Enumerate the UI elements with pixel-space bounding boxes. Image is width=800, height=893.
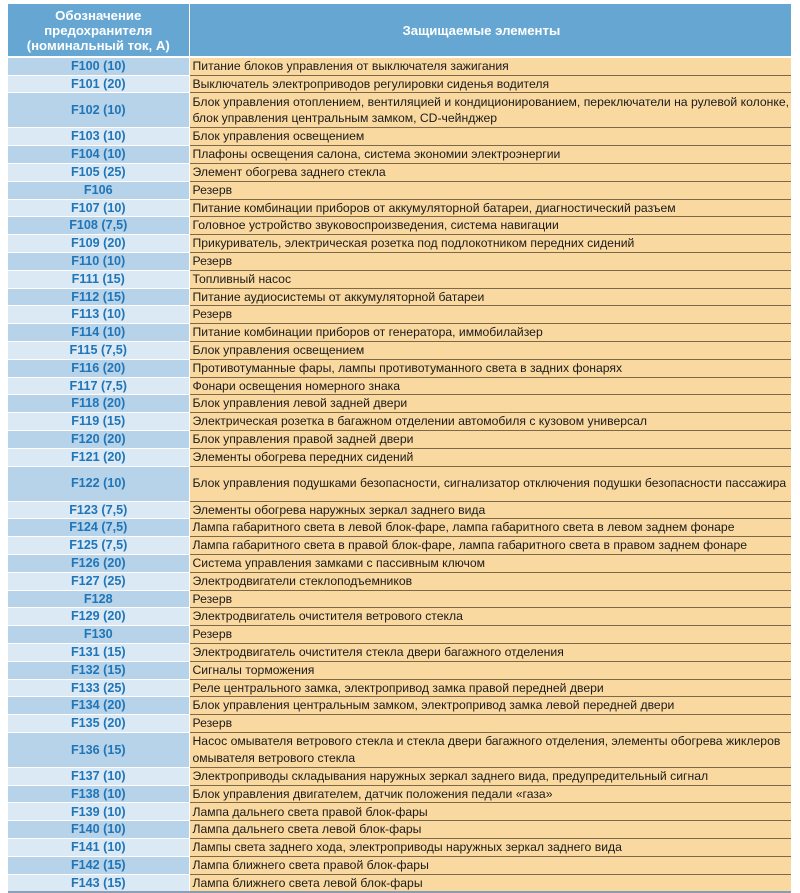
protected-elements: Выключатель электроприводов регулировки сиденья водителя — [189, 75, 791, 93]
protected-elements: Насос омывателя ветрового стекла и стекла двери багажного отделения, элементы обогрева жиклеров омывателя ветрового стекла — [189, 732, 791, 767]
table-row — [8, 235, 791, 253]
fuse-code: F143 (15) — [8, 874, 189, 892]
fuse-code: F133 (25) — [8, 679, 189, 697]
protected-elements: Система управления замками с пассивным ключом — [189, 554, 791, 572]
table-row — [8, 93, 791, 128]
table-row — [8, 57, 791, 75]
fuse-code: F107 (10) — [8, 199, 189, 217]
table-row — [8, 767, 791, 785]
fuse-code: F101 (20) — [8, 75, 189, 93]
fuse-code: F103 (10) — [8, 128, 189, 146]
table-body — [8, 57, 791, 892]
protected-elements: Сигналы торможения — [189, 661, 791, 679]
fuse-code: F110 (10) — [8, 252, 189, 270]
protected-elements: Резерв — [189, 306, 791, 324]
fuse-code: F100 (10) — [8, 57, 189, 75]
protected-elements: Элемент обогрева заднего стекла — [189, 163, 791, 181]
protected-elements: Плафоны освещения салона, система экономии электроэнергии — [189, 146, 791, 164]
table-row — [8, 377, 791, 395]
table-row — [8, 661, 791, 679]
table-row — [8, 199, 791, 217]
protected-elements: Резерв — [189, 252, 791, 270]
protected-elements: Блок управления левой задней двери — [189, 395, 791, 413]
protected-elements: Электроприводы складывания наружных зеркал заднего вида, предупредительный сигнал — [189, 767, 791, 785]
table-row — [8, 163, 791, 181]
table-row — [8, 146, 791, 164]
protected-elements: Блок управления подушками безопасности, сигнализатор отключения подушки безопасности пассажира — [189, 466, 791, 501]
table-row — [8, 181, 791, 199]
fuse-code: F130 — [8, 626, 189, 644]
protected-elements: Резерв — [189, 626, 791, 644]
fuse-code: F137 (10) — [8, 767, 189, 785]
table-row — [8, 75, 791, 93]
fuse-code: F140 (10) — [8, 821, 189, 839]
fuse-code: F123 (7,5) — [8, 501, 189, 519]
protected-elements: Лампа ближнего света левой блок-фары — [189, 874, 791, 892]
fuse-code: F132 (15) — [8, 661, 189, 679]
protected-elements: Лампа дальнего света правой блок-фары — [189, 803, 791, 821]
protected-elements: Элементы обогрева наружных зеркал заднего вида — [189, 501, 791, 519]
protected-elements: Лампа габаритного света в правой блок-фаре, лампа габаритного света в правом заднем фонаре — [189, 537, 791, 555]
table-row — [8, 803, 791, 821]
fuse-code: F114 (10) — [8, 324, 189, 342]
table-row — [8, 359, 791, 377]
protected-elements: Резерв — [189, 181, 791, 199]
table-row — [8, 874, 791, 892]
protected-elements: Фонари освещения номерного знака — [189, 377, 791, 395]
protected-elements: Электродвигатель очистителя стекла двери багажного отделения — [189, 643, 791, 661]
table-header-row — [8, 4, 791, 57]
fuse-code: F119 (15) — [8, 413, 189, 431]
table-row — [8, 288, 791, 306]
fuse-code: F109 (20) — [8, 235, 189, 253]
header-col1-line: предохранителя — [44, 22, 153, 38]
table-row — [8, 715, 791, 733]
table-row — [8, 590, 791, 608]
table-row — [8, 572, 791, 590]
table-row — [8, 697, 791, 715]
fuse-code: F113 (10) — [8, 306, 189, 324]
protected-elements: Питание комбинации приборов от генератора, иммобилайзер — [189, 324, 791, 342]
protected-elements: Электродвигатель очистителя ветрового стекла — [189, 608, 791, 626]
protected-elements: Блок управления правой задней двери — [189, 430, 791, 448]
fuse-code: F126 (20) — [8, 554, 189, 572]
fuse-code: F117 (7,5) — [8, 377, 189, 395]
fuse-code: F135 (20) — [8, 715, 189, 733]
table-row — [8, 732, 791, 767]
fuse-code: F142 (15) — [8, 856, 189, 874]
fuse-code: F129 (20) — [8, 608, 189, 626]
fuse-code: F122 (10) — [8, 466, 189, 501]
protected-elements: Реле центрального замка, электропривод замка правой передней двери — [189, 679, 791, 697]
protected-elements: Блок управления центральным замком, электропривод замка левой передней двери — [189, 697, 791, 715]
table-row — [8, 554, 791, 572]
protected-elements: Электродвигатели стеклоподъемников — [189, 572, 791, 590]
fuse-code: F136 (15) — [8, 732, 189, 767]
protected-elements: Питание комбинации приборов от аккумуляторной батареи, диагностический разъем — [189, 199, 791, 217]
table-row — [8, 519, 791, 537]
protected-elements: Резерв — [189, 590, 791, 608]
fuse-code: F128 — [8, 590, 189, 608]
table-row — [8, 537, 791, 555]
table-row — [8, 626, 791, 644]
table-row — [8, 341, 791, 359]
header-fuse-designation — [8, 4, 189, 57]
table-row — [8, 413, 791, 431]
table-row — [8, 448, 791, 466]
protected-elements: Топливный насос — [189, 270, 791, 288]
fuse-code: F115 (7,5) — [8, 341, 189, 359]
table-row — [8, 608, 791, 626]
fuse-code: F139 (10) — [8, 803, 189, 821]
protected-elements: Блок управления отоплением, вентиляцией и кондиционированием, переключатели на рулевой колонке, блок управления центральным замком, CD-чейнджер — [189, 93, 791, 128]
fuse-code: F118 (20) — [8, 395, 189, 413]
table-row — [8, 252, 791, 270]
protected-elements: Прикуриватель, электрическая розетка под подлокотником передних сидений — [189, 235, 791, 253]
protected-elements: Противотуманные фары, лампы противотуманного света в задних фонарях — [189, 359, 791, 377]
table-row — [8, 785, 791, 803]
table-row — [8, 306, 791, 324]
protected-elements: Блок управления освещением — [189, 128, 791, 146]
protected-elements: Лампа дальнего света левой блок-фары — [189, 821, 791, 839]
fuse-code: F131 (15) — [8, 643, 189, 661]
table-row — [8, 821, 791, 839]
fuse-table — [8, 4, 791, 893]
protected-elements: Блок управления освещением — [189, 341, 791, 359]
fuse-code: F124 (7,5) — [8, 519, 189, 537]
protected-elements: Лампы света заднего хода, электроприводы наружных зеркал заднего вида — [189, 839, 791, 857]
table-row — [8, 501, 791, 519]
protected-elements: Лампа ближнего света правой блок-фары — [189, 856, 791, 874]
table-row — [8, 643, 791, 661]
protected-elements: Электрическая розетка в багажном отделении автомобиля с кузовом универсал — [189, 413, 791, 431]
table-row — [8, 324, 791, 342]
fuse-code: F108 (7,5) — [8, 217, 189, 235]
header-col1-line: Обозначение — [55, 7, 142, 23]
fuse-code: F134 (20) — [8, 697, 189, 715]
fuse-code: F104 (10) — [8, 146, 189, 164]
fuse-code: F120 (20) — [8, 430, 189, 448]
table-row — [8, 395, 791, 413]
fuse-code: F102 (10) — [8, 93, 189, 128]
fuse-code: F121 (20) — [8, 448, 189, 466]
fuse-code: F141 (10) — [8, 839, 189, 857]
protected-elements: Блок управления двигателем, датчик положения педали «газа» — [189, 785, 791, 803]
table-row — [8, 128, 791, 146]
protected-elements: Головное устройство звуковоспроизведения, система навигации — [189, 217, 791, 235]
protected-elements: Питание аудиосистемы от аккумуляторной батареи — [189, 288, 791, 306]
table-row — [8, 679, 791, 697]
fuse-code: F116 (20) — [8, 359, 189, 377]
protected-elements: Питание блоков управления от выключателя зажигания — [189, 57, 791, 75]
fuse-code: F105 (25) — [8, 163, 189, 181]
fuse-code: F112 (15) — [8, 288, 189, 306]
table-row — [8, 856, 791, 874]
table-row — [8, 839, 791, 857]
table-row — [8, 270, 791, 288]
table-row — [8, 430, 791, 448]
protected-elements: Лампа габаритного света в левой блок-фаре, лампа габаритного света в левом заднем фонаре — [189, 519, 791, 537]
fuse-code: F111 (15) — [8, 270, 189, 288]
fuse-code: F106 — [8, 181, 189, 199]
fuse-code: F127 (25) — [8, 572, 189, 590]
fuse-code: F138 (10) — [8, 785, 189, 803]
header-col1-line: (номинальный ток, А) — [26, 37, 170, 53]
fuse-code: F125 (7,5) — [8, 537, 189, 555]
table-row — [8, 466, 791, 501]
protected-elements: Резерв — [189, 715, 791, 733]
header-protected-elements: Защищаемые элементы — [189, 4, 791, 57]
protected-elements: Элементы обогрева передних сидений — [189, 448, 791, 466]
table-row — [8, 217, 791, 235]
